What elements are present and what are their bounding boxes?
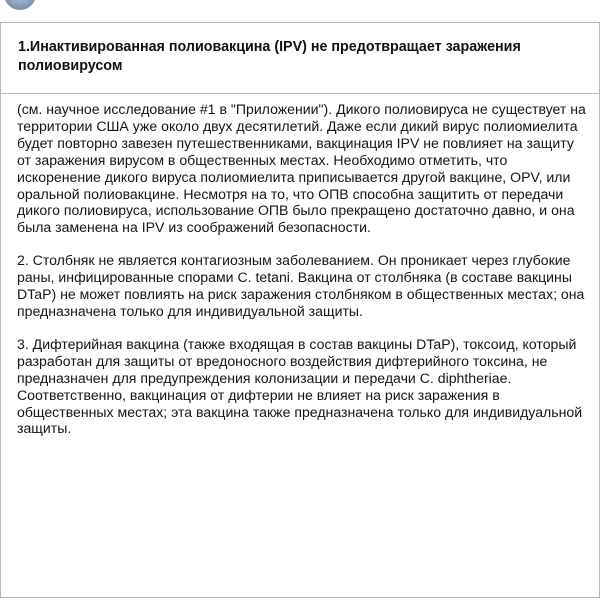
paragraph-diphtheria: 3. Дифтерийная вакцина (также входящая в состав вакцины DTaP), токсоид, который разработан для защиты от вредоносного воздействия дифтерийного токсина, не предназначен для предупреждения колонизации и передачи C. diphtheriae. Соответственно, вакцинация от дифтерии не влияет на риск заражения в общественных местах; эта вакцина также предназначена только для индивидуальной защиты. (17, 335, 583, 437)
document-card (0, 22, 600, 598)
document-body (17, 101, 591, 453)
document-title: 1.Инактивированная полиовакцина (IPV) не предотвращает заражения полиовирусом (18, 39, 521, 74)
top-strip (0, 0, 602, 14)
avatar (4, 0, 36, 10)
paragraph-ipv: (см. научное исследование #1 в "Приложении"). Дикого полиовируса не существует на территории США уже около двух десятилетий. Даже если дикий вирус полиомиелита будет повторно завезен путешественниками, вакцинация IPV не повлияет на защиту от заражения вирусом в общественных местах. Необходимо отметить, что искоренение дикого вируса полиомиелита приписывается другой вакцине, OPV, или оральной полиовакцине. Несмотря на то, что ОПВ способна защитить от передачи дикого полиовируса, использование ОПВ было прекращено достаточно давно, и она была заменена на IPV из соображений безопасности. (17, 101, 586, 236)
title-box (1, 23, 599, 94)
paragraph-tetanus: 2. Столбняк не является контагиозным заболеванием. Он проникает через глубокие раны, инфицированные спорами C. tetani. Вакцина от столбняка (в составе вакцины DTaP) не может повлиять на риск заражения столбняком в общественных местах; она предназначена только для индивидуальной защиты. (17, 252, 585, 319)
